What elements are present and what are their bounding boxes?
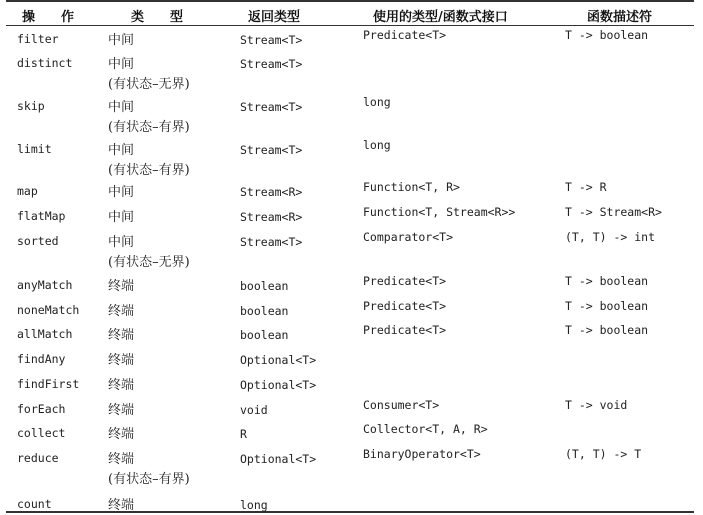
table-top-rule <box>6 0 694 2</box>
cell-kind: 中间 <box>108 100 135 115</box>
header-functional-interface: 使用的类型/函数式接口 <box>373 10 508 25</box>
cell-op: reduce <box>17 451 59 465</box>
cell-ret: Optional<T> <box>240 452 317 466</box>
cell-kind: 中间 <box>108 185 135 200</box>
cell-kind: 终端 <box>108 452 135 467</box>
cell-op: forEach <box>17 402 66 416</box>
cell-op: flatMap <box>17 209 66 223</box>
cell-desc: T -> boolean <box>565 28 649 42</box>
cell-op: sorted <box>17 234 59 248</box>
cell-op: limit <box>17 142 52 156</box>
header-operation: 操 作 <box>22 10 75 25</box>
cell-desc: T -> R <box>565 180 607 194</box>
cell-ret: R <box>240 427 247 441</box>
cell-iface: Function<T, Stream<R>> <box>363 205 516 219</box>
cell-desc: T -> void <box>565 398 628 412</box>
cell-kind: 中间 <box>108 143 135 158</box>
cell-kind-state: (有状态–有界) <box>108 163 190 178</box>
cell-ret: Stream<R> <box>240 210 303 224</box>
cell-op: findFirst <box>17 377 80 391</box>
cell-ret: Stream<T> <box>240 33 303 47</box>
cell-desc: (T, T) -> int <box>565 230 656 244</box>
cell-kind-state: (有状态–有界) <box>108 472 190 487</box>
cell-op: findAny <box>17 352 66 366</box>
cell-op: filter <box>17 32 59 46</box>
cell-kind-state: (有状态–无界) <box>108 255 190 270</box>
cell-kind: 终端 <box>108 304 135 319</box>
cell-desc: T -> boolean <box>565 274 649 288</box>
cell-ret: long <box>240 498 268 512</box>
cell-op: count <box>17 497 52 511</box>
cell-kind: 终端 <box>108 427 135 442</box>
cell-ret: Stream<T> <box>240 235 303 249</box>
cell-iface: Predicate<T> <box>363 28 447 42</box>
cell-iface: Collector<T, A, R> <box>363 422 488 436</box>
cell-iface: Predicate<T> <box>363 274 447 288</box>
cell-kind: 终端 <box>108 353 135 368</box>
cell-ret: Optional<T> <box>240 378 317 392</box>
cell-kind: 终端 <box>108 378 135 393</box>
cell-kind: 终端 <box>108 279 135 294</box>
cell-desc: (T, T) -> T <box>565 447 642 461</box>
header-descriptor: 函数描述符 <box>587 10 653 25</box>
cell-kind: 终端 <box>108 328 135 343</box>
cell-kind-state: (有状态–无界) <box>108 77 190 92</box>
cell-ret: Stream<R> <box>240 185 303 199</box>
cell-ret: Stream<T> <box>240 100 303 114</box>
cell-kind: 终端 <box>108 498 135 513</box>
cell-ret: boolean <box>240 304 289 318</box>
cell-iface: Predicate<T> <box>363 323 447 337</box>
header-return-type: 返回类型 <box>248 10 301 25</box>
cell-desc: T -> boolean <box>565 299 649 313</box>
cell-kind: 终端 <box>108 403 135 418</box>
cell-op: noneMatch <box>17 303 80 317</box>
cell-ret: boolean <box>240 328 289 342</box>
cell-iface: Predicate<T> <box>363 299 447 313</box>
header-kind: 类 型 <box>131 10 184 25</box>
cell-kind: 中间 <box>108 235 135 250</box>
cell-op: skip <box>17 99 45 113</box>
cell-kind: 中间 <box>108 33 135 48</box>
cell-ret: Optional<T> <box>240 353 317 367</box>
cell-ret: Stream<T> <box>240 143 303 157</box>
cell-op: anyMatch <box>17 278 73 292</box>
cell-kind-state: (有状态–有界) <box>108 120 190 135</box>
cell-desc: T -> boolean <box>565 323 649 337</box>
cell-ret: void <box>240 403 268 417</box>
cell-iface: long <box>363 138 391 152</box>
cell-ret: Stream<T> <box>240 57 303 71</box>
cell-iface: long <box>363 95 391 109</box>
cell-iface: Function<T, R> <box>363 180 460 194</box>
cell-op: map <box>17 184 38 198</box>
cell-ret: boolean <box>240 279 289 293</box>
cell-iface: BinaryOperator<T> <box>363 447 481 461</box>
cell-kind: 中间 <box>108 210 135 225</box>
cell-desc: T -> Stream<R> <box>565 205 662 219</box>
cell-op: collect <box>17 426 66 440</box>
cell-op: allMatch <box>17 327 73 341</box>
cell-op: distinct <box>17 56 73 70</box>
cell-iface: Consumer<T> <box>363 398 440 412</box>
cell-kind: 中间 <box>108 57 135 72</box>
table-header-rule <box>6 25 694 26</box>
cell-iface: Comparator<T> <box>363 230 454 244</box>
